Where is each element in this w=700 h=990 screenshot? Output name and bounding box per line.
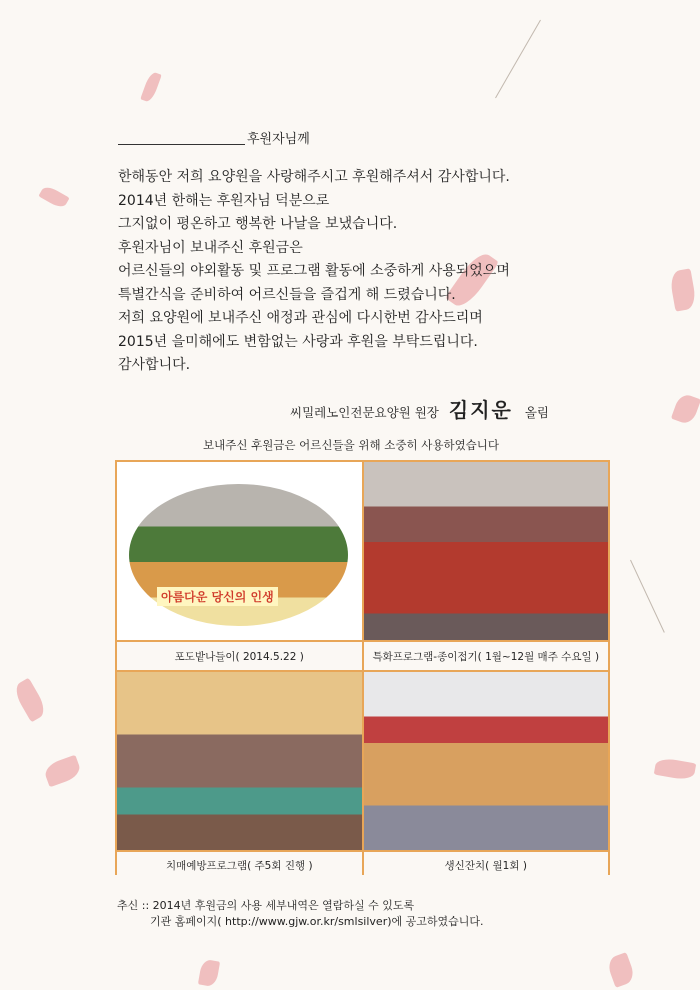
photos-heading: 보내주신 후원금은 어르신들을 위해 소중히 사용하였습니다 [203,438,499,452]
decorative-stem [630,560,665,633]
postscript-line-1: 추신 :: 2014년 후원금의 사용 세부내역은 열람하실 수 있도록 [117,899,415,912]
decorative-petal [669,268,698,311]
decorative-petal [38,184,69,210]
signature-org: 씨밀레노인전문요양원 원장 [290,405,439,420]
body-line: 2014년 한해는 후원자님 덕분으로 [118,192,330,209]
photo-grid [115,460,610,875]
photo-caption: 포도밭나들이( 2014.5.22 ) [117,642,362,670]
decorative-petal [654,757,697,782]
letter-body [118,166,510,378]
body-line: 후원자님이 보내주신 후원금은 [118,239,303,256]
decorative-stem [495,20,541,98]
photo-banner: 아름다운 당신의 인생 [157,587,278,606]
body-line: 감사합니다. [118,357,191,373]
decorative-petal [606,952,637,988]
body-line: 어르신들의 야외활동 및 프로그램 활동에 소중하게 사용되었으며 [118,263,510,279]
signature-closing: 올림 [524,405,549,420]
salutation-text: 후원자님께 [247,132,310,147]
decorative-petal [671,392,700,426]
body-line: 그지없이 평온하고 행복한 나날을 보냈습니다. [118,216,398,232]
body-line: 저희 요양원에 보내주신 애정과 관심에 다시한번 감사드리며 [118,310,483,326]
photo-caption: 치매예방프로그램( 주5회 진행 ) [117,852,362,879]
decorative-petal [198,959,220,988]
postscript-line-2: 기관 홈페이지( http://www.gjw.or.kr/smlsilver)에 공고하였습니다. [150,915,484,928]
photo-caption: 특화프로그램-종이접기( 1월~12월 매주 수요일 ) [364,642,609,670]
photo-grape-farm-outing [117,462,362,640]
body-line: 특별간식을 준비하여 어르신들을 즐겁게 해 드렸습니다. [118,286,456,303]
decorative-petal [140,71,162,103]
salutation [118,128,310,147]
photo-caption: 생신잔치( 월1회 ) [364,852,609,879]
decorative-petal [11,678,48,723]
decorative-petal [42,755,82,788]
signature-name: 김지운 [448,398,513,422]
body-line: 한해동안 저희 요양원을 사랑해주시고 후원해주셔서 감사합니다. [118,169,510,185]
photo-paper-folding [364,462,609,640]
photo-birthday-party [364,672,609,850]
photo-dementia-program [117,672,362,850]
body-line: 2015년 을미해에도 변함없는 사랑과 후원을 부탁드립니다. [118,333,478,350]
recipient-blank-line [118,144,245,145]
signature [290,394,549,423]
